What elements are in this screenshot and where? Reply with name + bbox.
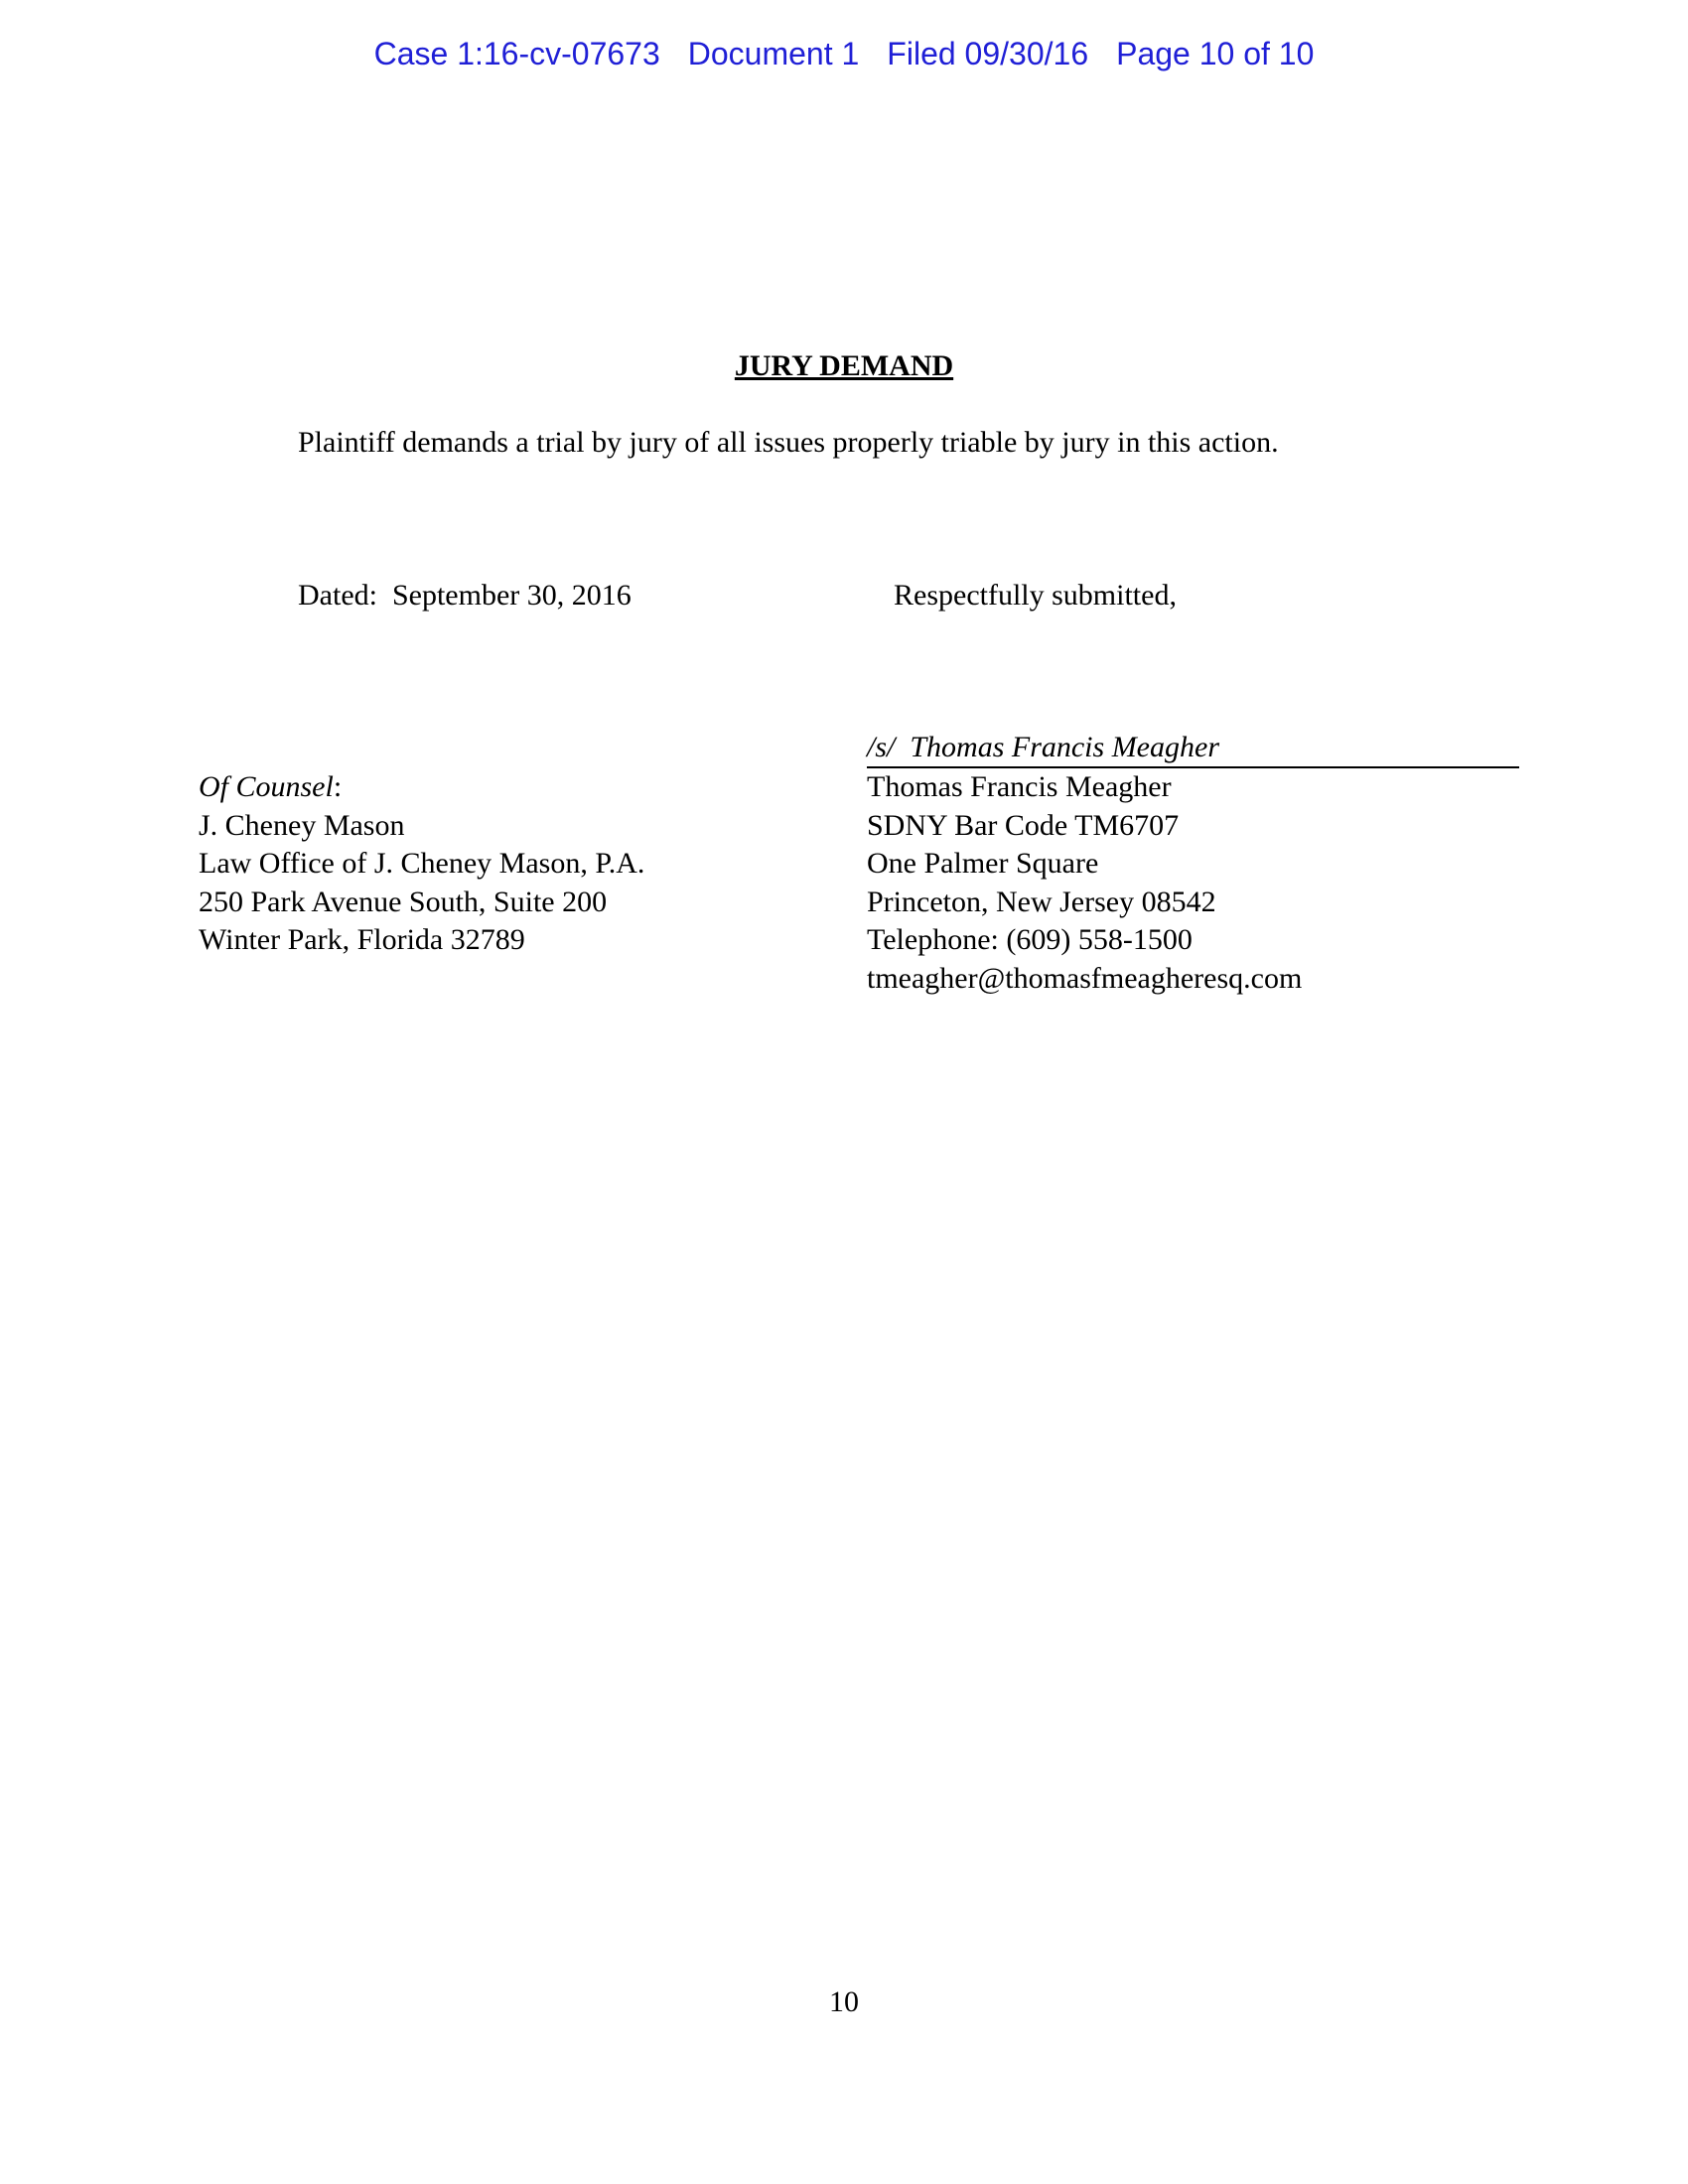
email: tmeagher@thomasfmeagheresq.com: [867, 961, 1303, 995]
counsel-street: 250 Park Avenue South, Suite 200: [199, 885, 608, 918]
document-number: Document 1: [687, 36, 860, 71]
of-counsel-colon: :: [333, 770, 343, 803]
page-number: 10: [829, 1985, 859, 2018]
dated-line: Dated: September 30, 2016: [298, 579, 632, 612]
counsel-name: J. Cheney Mason: [199, 808, 405, 842]
counsel-city: Winter Park, Florida 32789: [199, 923, 525, 956]
ecf-filing-header: [0, 36, 1688, 72]
of-counsel-block: [199, 768, 644, 960]
address-city: Princeton, New Jersey 08542: [867, 885, 1216, 918]
filed-date: Filed 09/30/16: [887, 36, 1089, 71]
case-number: Case 1:16-cv-07673: [373, 36, 660, 71]
closing-line: Respectfully submitted,: [894, 579, 1177, 612]
section-title: JURY DEMAND: [734, 349, 954, 382]
page-count: Page 10 of 10: [1116, 36, 1315, 71]
counsel-firm: Law Office of J. Cheney Mason, P.A.: [199, 847, 645, 880]
of-counsel-label: Of Counsel: [199, 770, 334, 803]
address-street: One Palmer Square: [867, 847, 1099, 880]
attorney-name: Thomas Francis Meagher: [867, 770, 1172, 803]
telephone: Telephone: (609) 558-1500: [867, 923, 1193, 956]
electronic-signature: /s/ Thomas Francis Meagher: [867, 729, 1519, 768]
signature-block: [867, 729, 1519, 998]
of-counsel-heading: [199, 768, 644, 807]
bar-code: SDNY Bar Code TM6707: [867, 808, 1180, 842]
jury-demand-text: Plaintiff demands a trial by jury of all issues properly triable by jury in this action.: [298, 426, 1279, 459]
